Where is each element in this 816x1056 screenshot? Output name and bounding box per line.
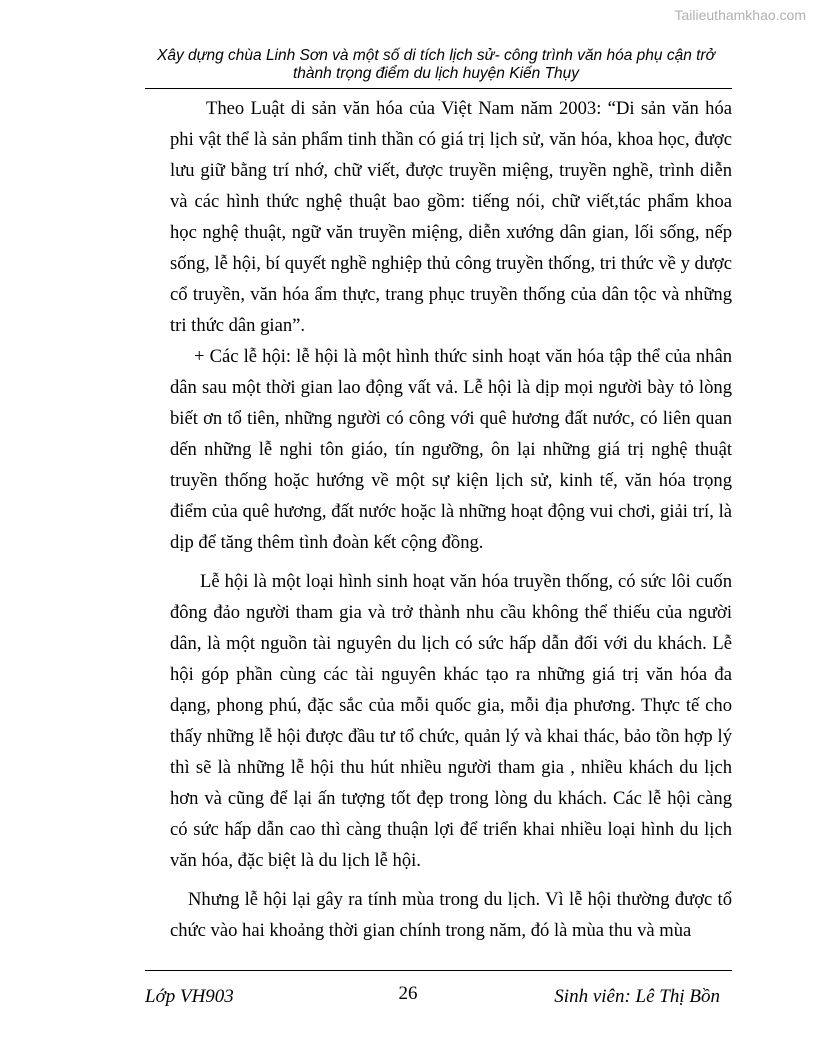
header-line-2: thành trọng điểm du lịch huyện Kiến Thụy (292, 65, 580, 82)
page-number: 26 (398, 983, 418, 1004)
paragraph-festival-tourism: Lễ hội là một loại hình sinh hoạt văn hóa truyền thống, có sức lôi cuốn đông đảo người tham gia và trở thành nhu cầu không thể thiếu của người dân, là một nguồn tài nguyên du lịch có sức hấp dẫn đối với du khách. Lễ hội góp phần cùng các tài nguyên khác tạo ra những giá trị văn hóa đa dạng, phong phú, đặc sắc của mỗi quốc gia, mỗi địa phương. Thực tế cho thấy những lễ hội được đầu tư tổ chức, quản lý và khai thác, bảo tồn hợp lý thì sẽ là những lễ hội thu hút nhiều người tham gia , nhiều khách du lịch hơn và cũng để lại ấn tượng tốt đẹp trong lòng du khách. Các lễ hội càng có sức hấp dẫn cao thì càng thuận lợi để triển khai nhiều loại hình du lịch văn hóa, đặc biệt là du lịch lễ hội. (170, 571, 732, 871)
running-header (140, 47, 732, 83)
watermark: Tailieuthamkhao.com (674, 7, 806, 23)
header-divider (145, 88, 732, 89)
footer-class-label: Lớp VH903 (145, 986, 234, 1007)
paragraph-seasonality: Nhưng lễ hội lại gây ra tính mùa trong du lịch. Vì lễ hội thường được tổ chức vào hai khoảng thời gian chính trong năm, đó là mùa thu và mùa (170, 889, 732, 941)
body-text (170, 93, 732, 946)
header-line-1: Xây dựng chùa Linh Sơn và một số di tích lịch sử- công trình văn hóa phụ cận trở (157, 47, 715, 64)
footer-student-name: Sinh viên: Lê Thị Bồn (554, 986, 720, 1007)
paragraph-festivals: + Các lễ hội: lễ hội là một hình thức sinh hoạt văn hóa tập thể của nhân dân sau một thời gian lao động vất vả. Lễ hội là dịp mọi người bày tỏ lòng biết ơn tổ tiên, những người có công với quê hương đất nước, có liên quan dến những lễ nghi tôn giáo, tín ngưỡng, ôn lại những giá trị nghệ thuật truyền thống hoặc hướng về một sự kiện lịch sử, kinh tế, văn hóa trọng điểm của quê hương, đất nước hoặc là những hoạt động vui chơi, giải trí, là dịp để tăng thêm tình đoàn kết cộng đồng. (170, 346, 732, 553)
footer-divider (145, 970, 732, 971)
paragraph-heritage-law: Theo Luật di sản văn hóa của Việt Nam năm 2003: “Di sản văn hóa phi vật thể là sản phẩm tinh thần có giá trị lịch sử, văn hóa, khoa học, được lưu giữ bằng trí nhớ, chữ viết, được truyền miệng, truyền nghề, trình diễn và các hình thức nghệ thuật bao gồm: tiếng nói, chữ viết,tác phẩm khoa học nghệ thuật, ngữ văn truyền miệng, diễn xướng dân gian, lối sống, nếp sống, lễ hội, bí quyết nghề nghiệp thủ công truyền thống, tri thức về y dược cổ truyền, văn hóa ẩm thực, trang phục truyền thống của dân tộc và những tri thức dân gian”. (170, 98, 732, 336)
